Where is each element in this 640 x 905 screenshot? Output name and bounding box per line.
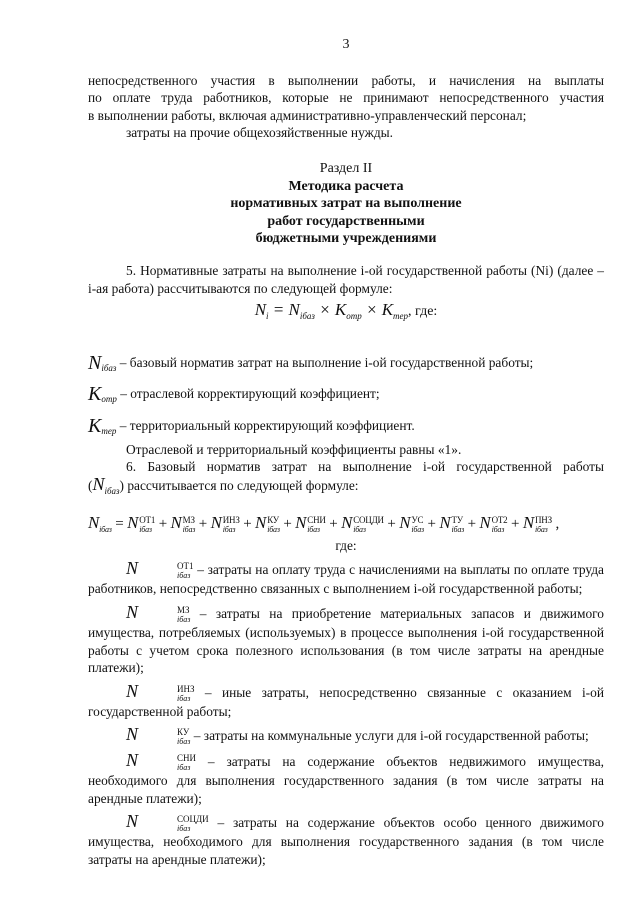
top-line-2: по оплате труда работников, которые не принимают непосредственного участия [88, 90, 604, 106]
where-label: где: [335, 537, 357, 553]
top-line-4: затраты на прочие общехозяйственные нужды. [126, 125, 394, 141]
document-page [88, 36, 604, 868]
page-number: 3 [342, 37, 350, 52]
top-line-1: непосредственного участия в выполнении работы, и начисления на выплаты [88, 72, 604, 88]
section-title-3: работ государственными [267, 213, 425, 229]
item-inz: N ИНЗ iбаз – иные затраты, непосредственно связанные с оказанием i-ой государственной работы; [88, 680, 604, 719]
item-ku: N КУ iбаз – затраты на коммунальные услуги для i-ой государственной работы; [126, 724, 589, 747]
section-label: Раздел II [319, 160, 373, 176]
formula-ni: $N_i = N_{iбаз} \times K_{отр} \times K_{тер}$, где: [254, 300, 438, 322]
paragraph-6b: $(N_{iбаз})$ рассчитывается по следующей формуле: [88, 473, 359, 496]
def-industry-coef: $K_{отр}$ – отраслевой корректирующий коэффициент; [88, 383, 380, 406]
paragraph-6a: 6. Базовый норматив затрат на выполнение i-ой государственной работы [126, 459, 604, 475]
section-title-1: Методика расчета [288, 178, 404, 194]
formula-tail: , где: [408, 304, 438, 320]
paragraph-5: 5. Нормативные затраты на выполнение i-ой государственной работы (Ni) (далее – i-ая работа) рассчитываются по следующей формуле: [88, 262, 604, 296]
coef-note: Отраслевой и территориальный коэффициенты равны «1». [126, 441, 462, 457]
top-line-3: в выполнении работы, включая административно-управленческий персонал; [88, 107, 527, 123]
def-territory-coef: $K_{тер}$ – территориальный корректирующий коэффициент. [88, 414, 415, 437]
item-sni: N СНИ iбаз – затраты на содержание объектов недвижимого имущества, необходимого для выполнения государственного задания (в том числе затраты на арендные платежи); [88, 750, 604, 806]
item-ot1: N ОТ1 iбаз – затраты на оплату труда с начислениями на выплаты по оплате труда работников, непосредственно связанных с выполнением i-ой государственной работы; [88, 558, 604, 597]
section-title-4: бюджетными учреждениями [255, 231, 437, 247]
item-mz: N МЗ iбаз – затраты на приобретение материальных запасов и движимого имущества, потребляемых (используемых) в процессе выполнения i-ой государственной работы с учетом срока полезного использования (в том числе затраты на арендные платежи); [88, 601, 604, 676]
formula-base-norm: $N_{iбаз} = N$ ОТ1 iбаз + N МЗ iбаз + N ИНЗ iбаз + N КУ iбаз + N СНИ iбаз + N СОЦДИ iбаз + N УС iбаз + N ТУ iбаз + N ОТ2 iбаз + N ПНЗ iбаз , [88, 513, 560, 535]
section-title-2: нормативных затрат на выполнение [230, 196, 462, 212]
item-socdi: N СОЦДИ iбаз – затраты на содержание объектов особо ценного движимого имущества, необходимого для выполнения государственного задания (в том числе затраты на арендные платежи); [88, 811, 604, 867]
def-base-norm: $N_{iбаз}$ – базовый норматив затрат на выполнение i-ой государственной работы; [88, 351, 534, 374]
